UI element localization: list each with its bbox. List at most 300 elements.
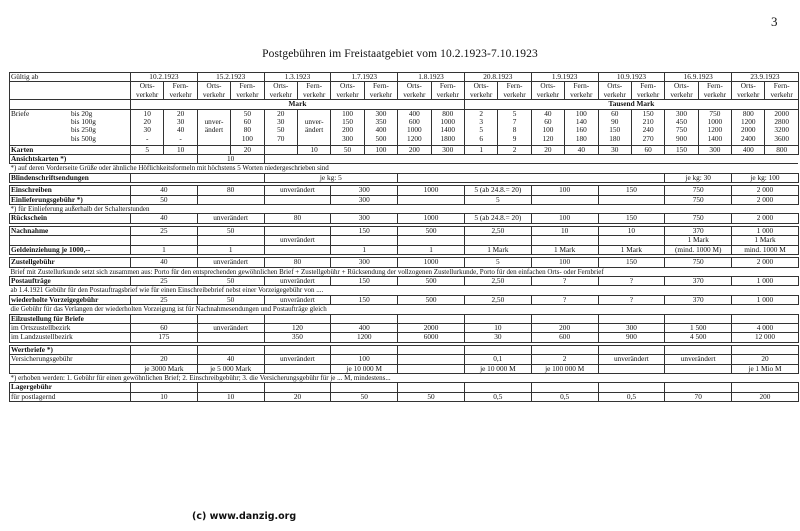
value-cell: 2000: [398, 323, 465, 332]
karten-value: 50: [331, 145, 364, 154]
date-cell: 10.2.1923: [131, 73, 198, 82]
value-cell: mind. 1000 M: [732, 245, 799, 254]
value-cell: 0,5: [464, 392, 531, 401]
value-cell: [197, 333, 264, 342]
briefe-row: [10, 109, 799, 145]
date-cell: 1.3.1923: [264, 73, 331, 82]
blinden-row: [10, 173, 799, 182]
value-cell: [732, 383, 799, 392]
value-cell: [331, 345, 398, 354]
ansichtskarten-value: 10: [197, 155, 264, 164]
value-cell: unverändert: [197, 258, 264, 267]
value-cell: 1 Mark: [665, 236, 732, 245]
copyright-footer: (c) www.danzig.org: [192, 511, 297, 522]
karten-value: 400: [732, 145, 765, 154]
value-cell: 25: [131, 226, 198, 235]
value-cell: [131, 345, 198, 354]
value-cell: 50: [131, 195, 198, 204]
karten-value: 40: [565, 145, 598, 154]
value-cell: [197, 195, 264, 204]
karten-value: 10: [297, 145, 330, 154]
value-cell: 1000: [398, 186, 465, 195]
value-cell: 70: [665, 392, 732, 401]
ortsverkehr-header: Orts- verkehr: [197, 82, 230, 100]
value-cell: 0,1: [464, 355, 531, 364]
value-cell: unverändert: [197, 323, 264, 332]
value-cell: 400: [331, 323, 398, 332]
value-cell: 300: [331, 214, 398, 223]
date-cell: 1.7.1923: [331, 73, 398, 82]
eilzustellung-row-3: [10, 333, 799, 342]
value-cell: 350: [264, 333, 331, 342]
karten-value: 10: [164, 145, 197, 154]
row-label: Zustellgebühr: [10, 258, 131, 267]
date-cell: 23.9.1923: [732, 73, 799, 82]
value-cell: 750: [665, 186, 732, 195]
briefe-c15: 60 90 150 180: [598, 109, 631, 145]
value-cell: [398, 383, 465, 392]
value-cell: 500: [398, 226, 465, 235]
empty-cell: [10, 82, 131, 100]
value-cell: 1000: [398, 214, 465, 223]
date-cell: 10.9.1923: [598, 73, 665, 82]
blinden-label: Blindenschriftsendungen: [10, 173, 131, 182]
value-cell: 80: [197, 186, 264, 195]
value-cell: je 10 000 M: [464, 364, 531, 373]
briefe-c1: 10 20 30 -: [131, 109, 164, 145]
value-cell: je 5 000 Mark: [197, 364, 264, 373]
row-label: im Ortszustellbezirk: [10, 323, 131, 332]
einlieferung-row: [10, 195, 799, 204]
value-cell: 200: [531, 323, 598, 332]
value-cell: 30: [464, 333, 531, 342]
value-cell: 40: [131, 186, 198, 195]
row-label: Rückschein: [10, 214, 131, 223]
karten-value: 200: [398, 145, 431, 154]
briefe-c6: unver- ändert: [297, 109, 330, 145]
lager-row-1: [10, 383, 799, 392]
value-cell: [598, 383, 665, 392]
fernverkehr-header: Fern- verkehr: [164, 82, 197, 100]
value-cell: 370: [665, 295, 732, 304]
ansichtskarten-row: [10, 155, 799, 164]
blinden-v3: je kg: 100: [732, 173, 799, 182]
value-cell: je 1 Mio M: [732, 364, 799, 373]
briefe-c10: 800 1000 1400 1800: [431, 109, 464, 145]
value-cell: [131, 314, 198, 323]
value-cell: unverändert: [264, 186, 331, 195]
row-label: für postlagernd: [10, 392, 131, 401]
karten-label: Karten: [10, 145, 131, 154]
value-cell: 1200: [331, 333, 398, 342]
value-cell: 40: [131, 214, 198, 223]
ortsverkehr-header: Orts- verkehr: [398, 82, 431, 100]
value-cell: 370: [665, 226, 732, 235]
value-cell: 50: [197, 276, 264, 285]
unit-mark: Mark: [131, 100, 465, 109]
value-cell: [464, 345, 531, 354]
value-cell: [398, 236, 465, 245]
row-label: Einlieferungsgebühr *): [10, 195, 131, 204]
value-cell: [131, 236, 198, 245]
gueltig-ab-label: Gültig ab: [10, 73, 131, 82]
value-cell: [331, 236, 398, 245]
eilzustellung-row-2: [10, 323, 799, 332]
value-cell: ?: [531, 295, 598, 304]
row-label: Nachnahme: [10, 226, 131, 235]
value-cell: 750: [665, 214, 732, 223]
ortsverkehr-header: Orts- verkehr: [531, 82, 564, 100]
value-cell: [197, 314, 264, 323]
value-cell: [331, 314, 398, 323]
briefe-c4: 50 60 80 100: [231, 109, 264, 145]
zustell-row: [10, 258, 799, 267]
value-cell: 300: [331, 186, 398, 195]
value-cell: 100: [531, 258, 598, 267]
value-cell: [531, 314, 598, 323]
value-cell: 4 500: [665, 333, 732, 342]
karten-value: 5: [131, 145, 164, 154]
briefe-c16: 150 210 240 270: [631, 109, 664, 145]
value-cell: [197, 345, 264, 354]
note-vorzeige: die Gebühr für das Verlangen der wiederholten Vorzeigung ist für Nachnahmesendungen und Postaufträge gleich: [10, 305, 799, 314]
value-cell: [732, 314, 799, 323]
value-cell: 10: [531, 226, 598, 235]
value-cell: [398, 195, 465, 204]
value-cell: [398, 314, 465, 323]
value-cell: 150: [598, 186, 665, 195]
value-cell: 1 Mark: [598, 245, 665, 254]
fernverkehr-header: Fern- verkehr: [431, 82, 464, 100]
row-label: Postaufträge: [10, 276, 131, 285]
value-cell: [598, 314, 665, 323]
karten-value: [197, 145, 230, 154]
note-zustell: Brief mit Zustellurkunde setzt sich zusammen aus: Porto für den entsprechenden gewöhnlichen Brief + Zustellgebühr + Rücksendung der vollzogenen Zustellurkunde, Porto für den einfachen Orts- oder Fernbrief: [10, 267, 799, 276]
rueckschein-row: [10, 214, 799, 223]
karten-value: 60: [631, 145, 664, 154]
header-dates-row: [10, 73, 799, 82]
row-label: Wertbriefe *): [10, 345, 131, 354]
value-cell: 5 (ab 24.8.= 20): [464, 214, 531, 223]
value-cell: 370: [665, 276, 732, 285]
value-cell: 2,50: [464, 276, 531, 285]
karten-value: 2: [498, 145, 531, 154]
value-cell: unverändert: [264, 236, 331, 245]
value-cell: 300: [598, 323, 665, 332]
value-cell: je 3000 Mark: [131, 364, 198, 373]
value-cell: 40: [197, 355, 264, 364]
briefe-c18: 750 1000 1200 1400: [698, 109, 731, 145]
row-label: Geldeinziehung je 1000,--: [10, 245, 131, 254]
row-label: wiederholte Vorzeigegebühr: [10, 295, 131, 304]
value-cell: 100: [531, 214, 598, 223]
row-label: [10, 364, 131, 373]
value-cell: [598, 345, 665, 354]
blinden-v1: je kg: 5: [264, 173, 398, 182]
value-cell: [264, 195, 331, 204]
fernverkehr-header: Fern- verkehr: [364, 82, 397, 100]
karten-value: 100: [364, 145, 397, 154]
ortsverkehr-header: Orts- verkehr: [464, 82, 497, 100]
row-label: Lagergebühr: [10, 383, 131, 392]
value-cell: je 10 000 M: [331, 364, 398, 373]
value-cell: [331, 383, 398, 392]
header-unit-row: [10, 100, 799, 109]
value-cell: [398, 345, 465, 354]
value-cell: [531, 345, 598, 354]
nachnahme-row-3: [10, 245, 799, 254]
value-cell: 1 500: [665, 323, 732, 332]
value-cell: 750: [665, 258, 732, 267]
value-cell: 20: [264, 392, 331, 401]
empty-cell: [10, 236, 131, 245]
value-cell: 12 000: [732, 333, 799, 342]
value-cell: unverändert: [665, 355, 732, 364]
ortsverkehr-header: Orts- verkehr: [331, 82, 364, 100]
row-label: Versicherungsgebühr: [10, 355, 131, 364]
value-cell: 300: [331, 258, 398, 267]
postauftrag-row: [10, 276, 799, 285]
briefe-c3: unver- ändert: [197, 109, 230, 145]
value-cell: [464, 314, 531, 323]
ortsverkehr-header: Orts- verkehr: [264, 82, 297, 100]
value-cell: 25: [131, 276, 198, 285]
value-cell: 750: [665, 195, 732, 204]
karten-value: 300: [431, 145, 464, 154]
value-cell: [464, 236, 531, 245]
value-cell: 2 000: [732, 186, 799, 195]
karten-row: [10, 145, 799, 154]
value-cell: [531, 383, 598, 392]
row-label: Einschreiben: [10, 186, 131, 195]
value-cell: [264, 345, 331, 354]
value-cell: 175: [131, 333, 198, 342]
briefe-c11: 2 3 5 6: [464, 109, 497, 145]
value-cell: [665, 364, 732, 373]
note-einlieferung: *) für Einlieferung außerhalb der Schalterstunden: [10, 205, 799, 214]
value-cell: [197, 383, 264, 392]
value-cell: 1 000: [732, 226, 799, 235]
value-cell: [264, 245, 331, 254]
value-cell: 0,5: [598, 392, 665, 401]
value-cell: 0,5: [531, 392, 598, 401]
value-cell: unverändert: [264, 276, 331, 285]
value-cell: 5: [464, 258, 531, 267]
row-label: im Landzustellbezirk: [10, 333, 131, 342]
briefe-c8: 300 350 400 500: [364, 109, 397, 145]
fernverkehr-header: Fern- verkehr: [498, 82, 531, 100]
value-cell: [264, 314, 331, 323]
fernverkehr-header: Fern- verkehr: [565, 82, 598, 100]
date-cell: 15.2.1923: [197, 73, 264, 82]
value-cell: [598, 195, 665, 204]
briefe-c19: 800 1200 2000 2400: [732, 109, 765, 145]
value-cell: 20: [131, 355, 198, 364]
date-cell: 16.9.1923: [665, 73, 732, 82]
value-cell: [665, 314, 732, 323]
value-cell: 1 000: [732, 295, 799, 304]
date-cell: 1.8.1923: [398, 73, 465, 82]
value-cell: (mind. 1000 M): [665, 245, 732, 254]
value-cell: 2,50: [464, 295, 531, 304]
ortsverkehr-header: Orts- verkehr: [732, 82, 765, 100]
briefe-c20: 2000 2800 3200 3600: [765, 109, 798, 145]
value-cell: 150: [598, 258, 665, 267]
blinden-v2: je kg: 30: [665, 173, 732, 182]
value-cell: 5: [464, 195, 531, 204]
value-cell: je 100 000 M: [531, 364, 598, 373]
briefe-c9: 400 600 1000 1200: [398, 109, 431, 145]
karten-value: 150: [665, 145, 698, 154]
ortsverkehr-header: Orts- verkehr: [598, 82, 631, 100]
karten-value: 30: [598, 145, 631, 154]
value-cell: ?: [598, 295, 665, 304]
value-cell: [598, 364, 665, 373]
ansichtskarten-label: Ansichtskarten *): [10, 155, 131, 164]
value-cell: [464, 383, 531, 392]
value-cell: 10: [197, 392, 264, 401]
karten-value: [264, 145, 297, 154]
value-cell: 150: [331, 276, 398, 285]
fernverkehr-header: Fern- verkehr: [698, 82, 731, 100]
value-cell: ?: [598, 276, 665, 285]
value-cell: 600: [531, 333, 598, 342]
value-cell: 150: [331, 295, 398, 304]
postage-rate-table: [9, 72, 799, 402]
value-cell: 1 Mark: [464, 245, 531, 254]
fernverkehr-header: Fern- verkehr: [231, 82, 264, 100]
empty-cell: [10, 100, 131, 109]
karten-value: 20: [531, 145, 564, 154]
value-cell: 500: [398, 276, 465, 285]
row-label: Eilzustellung für Briefe: [10, 314, 131, 323]
value-cell: 2 000: [732, 258, 799, 267]
karten-value: 1: [464, 145, 497, 154]
briefe-c5: 20 30 50 70: [264, 109, 297, 145]
eilzustellung-row-1: [10, 314, 799, 323]
value-cell: 2,50: [464, 226, 531, 235]
briefe-c17: 300 450 750 900: [665, 109, 698, 145]
value-cell: 150: [598, 214, 665, 223]
fernverkehr-header: Fern- verkehr: [631, 82, 664, 100]
note-wertbriefe: *) erhoben werden: 1. Gebühr für einen gewöhnlichen Brief; 2. Einschreibgebühr; 3. die Versicherungsgebühr für je ... M, mindestens...: [10, 373, 799, 382]
value-cell: ?: [531, 276, 598, 285]
fernverkehr-header: Fern- verkehr: [765, 82, 798, 100]
value-cell: 1: [131, 245, 198, 254]
unit-tausend-mark: Tausend Mark: [464, 100, 798, 109]
value-cell: 50: [197, 226, 264, 235]
value-cell: [531, 195, 598, 204]
nachnahme-row-2: [10, 236, 799, 245]
value-cell: unverändert: [197, 214, 264, 223]
value-cell: [131, 383, 198, 392]
value-cell: 1 Mark: [531, 245, 598, 254]
value-cell: 50: [331, 392, 398, 401]
lager-row-2: [10, 392, 799, 401]
note-postauftrag: ab 1.4.1921 Gebühr für den Postauftragsbrief wie für einen Einschreibebrief nebst einer Vorzeigegebühr von ....: [10, 286, 799, 295]
value-cell: 150: [331, 226, 398, 235]
value-cell: 1: [398, 245, 465, 254]
wertbriefe-row-1: [10, 345, 799, 354]
value-cell: 1: [331, 245, 398, 254]
briefe-c14: 100 140 160 180: [565, 109, 598, 145]
karten-value: 20: [231, 145, 264, 154]
note-ansichtskarten: *) auf deren Vorderseite Grüße oder ähnliche Höflichkeitsformeln mit höchstens 5 Worten niedergeschrieben sind: [10, 164, 799, 173]
value-cell: [197, 236, 264, 245]
value-cell: 25: [131, 295, 198, 304]
ortsverkehr-header: Orts- verkehr: [131, 82, 164, 100]
value-cell: [665, 345, 732, 354]
value-cell: 50: [197, 295, 264, 304]
value-cell: 1000: [398, 258, 465, 267]
value-cell: 6000: [398, 333, 465, 342]
nachnahme-row-1: [10, 226, 799, 235]
value-cell: 500: [398, 295, 465, 304]
briefe-c12: 5 7 8 9: [498, 109, 531, 145]
value-cell: 4 000: [732, 323, 799, 332]
value-cell: 60: [131, 323, 198, 332]
date-cell: 20.8.1923: [464, 73, 531, 82]
value-cell: [398, 364, 465, 373]
value-cell: [531, 236, 598, 245]
wertbriefe-row-2: [10, 355, 799, 364]
value-cell: 100: [331, 355, 398, 364]
value-cell: [264, 226, 331, 235]
date-cell: 1.9.1923: [531, 73, 598, 82]
value-cell: 300: [331, 195, 398, 204]
value-cell: 40: [131, 258, 198, 267]
value-cell: 1 000: [732, 276, 799, 285]
karten-value: 300: [698, 145, 731, 154]
value-cell: [665, 383, 732, 392]
value-cell: 50: [398, 392, 465, 401]
value-cell: 80: [264, 258, 331, 267]
value-cell: 80: [264, 214, 331, 223]
value-cell: 1: [197, 245, 264, 254]
karten-value: 800: [765, 145, 798, 154]
briefe-c7: 100 150 200 300: [331, 109, 364, 145]
value-cell: 100: [531, 186, 598, 195]
value-cell: 120: [264, 323, 331, 332]
value-cell: 10: [464, 323, 531, 332]
value-cell: [732, 345, 799, 354]
page-title: Postgebühren im Freistaatgebiet vom 10.2.1923-7.10.1923: [262, 48, 538, 60]
value-cell: [398, 355, 465, 364]
briefe-c2: 20 30 40 -: [164, 109, 197, 145]
value-cell: 2 000: [732, 214, 799, 223]
ortsverkehr-header: Orts- verkehr: [665, 82, 698, 100]
value-cell: 900: [598, 333, 665, 342]
fernverkehr-header: Fern- verkehr: [297, 82, 330, 100]
value-cell: 10: [131, 392, 198, 401]
value-cell: unverändert: [264, 355, 331, 364]
value-cell: 20: [732, 355, 799, 364]
value-cell: [264, 364, 331, 373]
value-cell: 10: [598, 226, 665, 235]
value-cell: [598, 236, 665, 245]
value-cell: unverändert: [264, 295, 331, 304]
wertbriefe-row-3: [10, 364, 799, 373]
header-verkehr-row: [10, 82, 799, 100]
einschreiben-row: [10, 186, 799, 195]
value-cell: 2 000: [732, 195, 799, 204]
briefe-c13: 40 60 100 120: [531, 109, 564, 145]
briefe-label: Briefe bis 20g bis 100g bis 250g bis 500g: [10, 109, 131, 145]
value-cell: unverändert: [598, 355, 665, 364]
value-cell: 5 (ab 24.8.= 20): [464, 186, 531, 195]
vorzeige-row: [10, 295, 799, 304]
value-cell: 1 Mark: [732, 236, 799, 245]
